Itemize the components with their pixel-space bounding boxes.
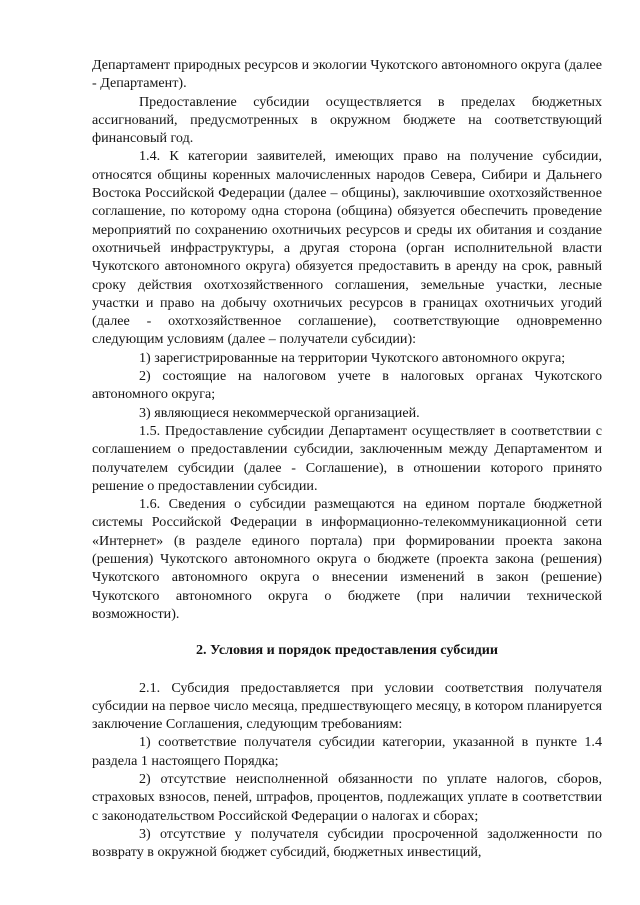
list-item-requirement-2: 2) отсутствие неисполненной обязанности по уплате налогов, сборов, страховых взносов, пеней, штрафов, процентов, подлежащих уплате в соответствии с законодательством Российской Федерации о налогах и сборах; <box>92 770 602 824</box>
paragraph-1-5: 1.5. Предоставление субсидии Департамент осуществляет в соответствии с соглашением о предоставлении субсидии, заключенным между Департаментом и получателем субсидии (далее - Соглашение), в отношении которого принято решение о предоставлении субсидии. <box>92 422 602 494</box>
document-page <box>92 56 602 861</box>
list-item-requirement-1: 1) соответствие получателя субсидии категории, указанной в пункте 1.4 раздела 1 настоящего Порядка; <box>92 734 602 769</box>
list-item-condition-1: 1) зарегистрированные на территории Чукотского автономного округа; <box>139 349 566 366</box>
paragraph-1-6: 1.6. Сведения о субсидии размещаются на едином портале бюджетной системы Российской Федерации в информационно-телекоммуникационной сети «Интернет» (в разделе единого портала) при формировании проекта закона (решения) Чукотского автономного округа о бюджете (проекта закона (решения) Чукотского автономного округа о внесении изменений в закон (решение) Чукотского автономного округа о бюджете (при наличии технической возможности). <box>92 496 602 622</box>
paragraph-1-4: 1.4. К категории заявителей, имеющих право на получение субсидии, относятся общины коренных малочисленных народов Севера, Сибири и Дальнего Востока Российской Федерации (далее – общины), заключившие охотхозяйственное соглашение, по которому одна сторона (община) обязуется обеспечить проведение мероприятий по сохранению охотничьих ресурсов и среды их обитания и создание охотничьей инфраструктуры, а другая сторона (орган исполнительной власти Чукотского автономного округа) обязуется предоставить в аренду на срок, равный сроку действия охотхозяйственного соглашения, земельные участки, лесные участки и право на добычу охотничьих ресурсов в границах охотничьих угодий (далее - охотхозяйственное соглашение), соответствующие одновременно следующим условиям (далее – получатели субсидии): <box>92 148 602 348</box>
paragraphs-bottom <box>92 679 602 862</box>
list-item-requirement-3: 3) отсутствие у получателя субсидии просроченной задолженности по возврату в окружной бюджет субсидий, бюджетных инвестиций, <box>92 825 602 861</box>
paragraph-2-1: 2.1. Субсидия предоставляется при условии соответствия получателя субсидии на первое число месяца, предшествующего месяцу, в котором планируется заключение Соглашения, следующим требованиям: <box>92 679 602 733</box>
paragraph-department: Департамент природных ресурсов и экологии Чукотского автономного округа (далее - Департамент). <box>92 57 602 92</box>
paragraph-budget-allocations: Предоставление субсидии осуществляется в пределах бюджетных ассигнований, предусмотренных в окружном бюджете на соответствующий финансовый год. <box>92 93 602 147</box>
section-heading: 2. Условия и порядок предоставления субсидии <box>195 642 499 659</box>
paragraphs-top <box>92 56 602 623</box>
list-item-condition-3: 3) являющиеся некоммерческой организацией. <box>139 404 420 421</box>
list-item-condition-2: 2) состоящие на налоговом учете в налоговых органах Чукотского автономного округа; <box>92 368 602 403</box>
